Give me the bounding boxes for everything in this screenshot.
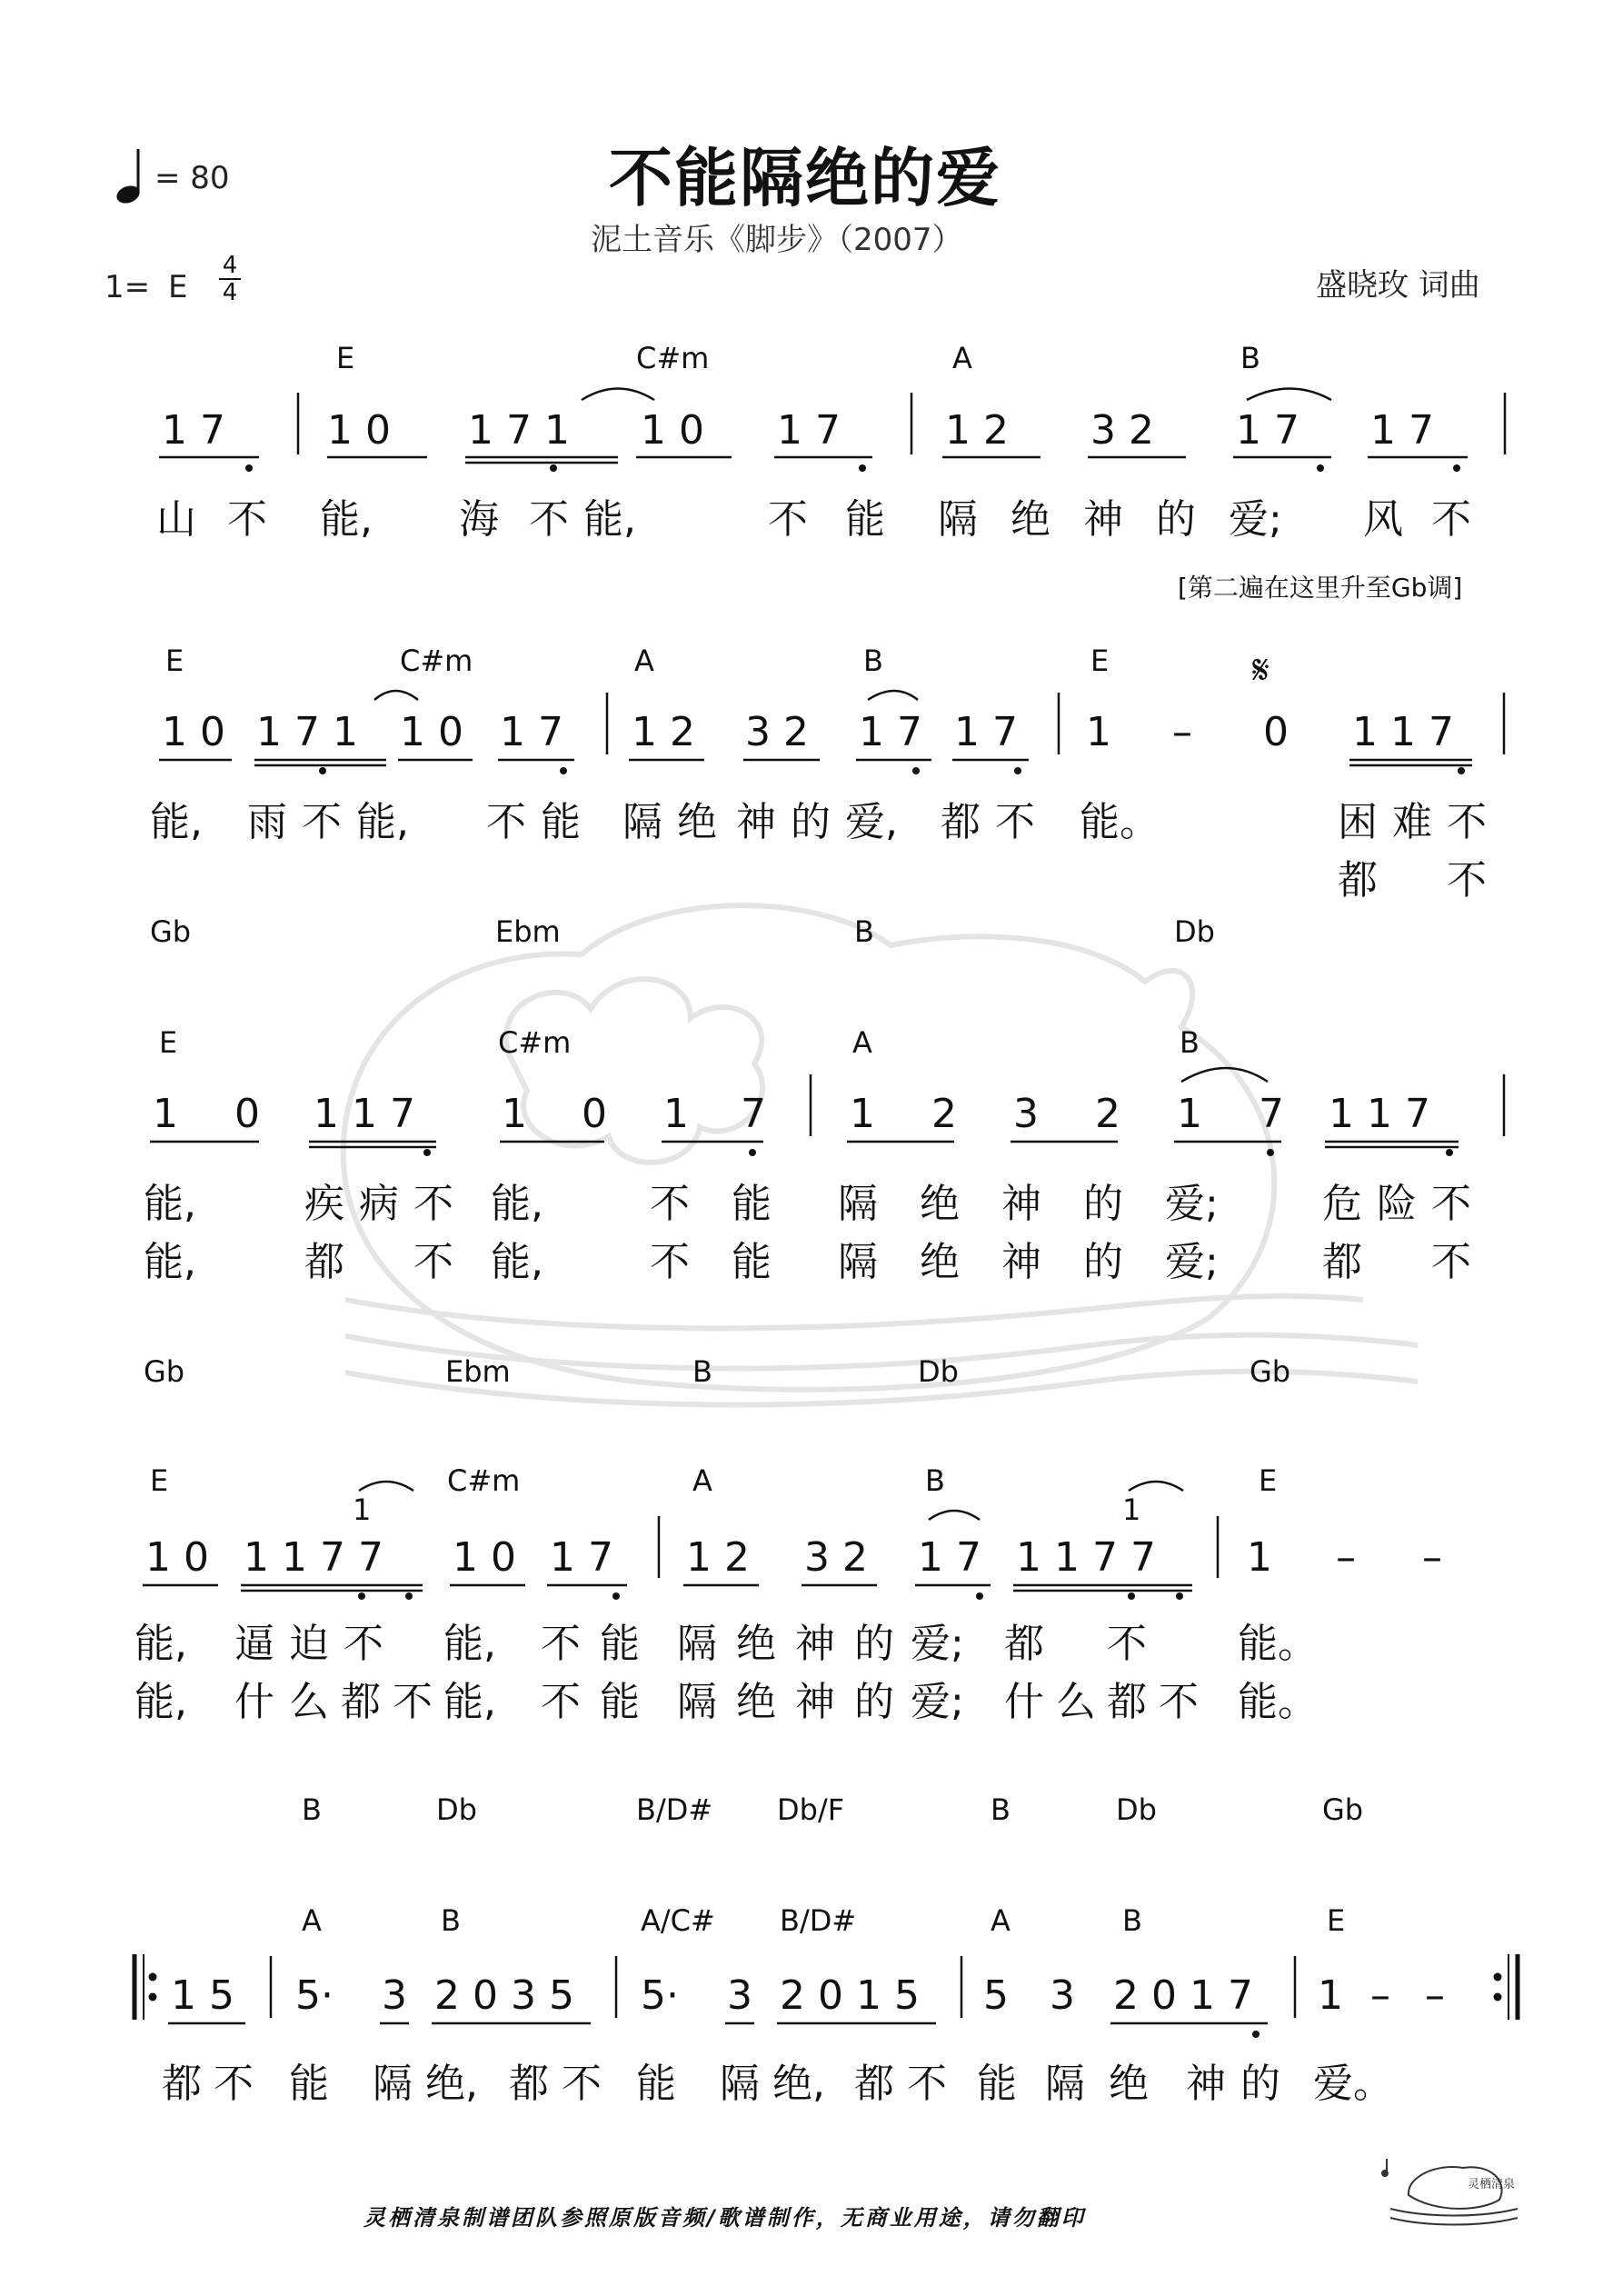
chord: E [336,341,355,375]
lyric: 爱; [1165,1239,1219,1285]
note: 1 [1247,1534,1272,1581]
lyric: 不 [907,2061,947,2107]
lyric: 神 [1186,2061,1226,2107]
lyric: 能 [600,1679,640,1725]
lyric: 爱; [1165,1181,1219,1227]
lyric: 绝 [736,1621,776,1667]
note-group: 1 [1086,709,1111,755]
album-info: 泥土音乐《脚步》（2007） [591,222,963,258]
lyric: 什 [1004,1679,1044,1725]
note-group: 1 2 [945,407,1009,454]
chord: C#m [498,1025,572,1060]
note: – [1422,1534,1442,1581]
note: 1 [1318,1972,1343,2019]
lyric: 都 [854,2061,894,2107]
lyric: 神 [736,799,776,845]
lyric: 绝, [772,2061,825,2107]
lyric: 能。 [1080,799,1160,845]
lyric: 隔 [622,799,662,845]
lyric: 绝 [920,1239,960,1285]
lyric: 神 [1001,1181,1041,1227]
lyric: 爱; [911,1679,964,1725]
lyric: 能。 [1238,1621,1318,1667]
note-group: 1 7 [859,709,922,755]
lyric: 绝, [425,2061,478,2107]
lyric: 能, [134,1621,187,1667]
lyric: 能 [732,1239,772,1285]
lyric: 不 [1107,1621,1147,1667]
lyric: 不 [344,1621,383,1667]
note-group: 1 7 [550,1534,613,1581]
note-group: 1 0 [453,1534,516,1581]
lyric: 都 [1004,1621,1044,1667]
lyric: 能, [320,496,373,543]
chord: C#m [636,341,710,375]
note-group: 1 1 7 [314,1091,415,1137]
chord: E [159,1025,178,1060]
lyric: 不 [541,1679,581,1725]
note-group: 1 1 7 7 [1016,1534,1156,1581]
note-group: 1 5 [171,1972,234,2019]
chord: B [302,1792,322,1827]
note: 1 [663,1091,689,1137]
chord: A [991,1903,1011,1938]
note: 3 [727,1972,752,2019]
lyric: 么 [1056,1679,1096,1725]
chord: A [952,341,972,375]
chord: E [150,1463,169,1498]
lyric: 都 [1338,857,1378,903]
note: – [1425,1972,1445,2019]
chord: B [854,914,874,949]
lyric: 隔 [720,2061,760,2107]
lyric: 神 [795,1679,835,1725]
lyric: 能, [134,1679,187,1725]
note-group: 1 0 [327,407,391,454]
lyric: 都 [162,2061,202,2107]
note-group: 2 0 1 7 [1113,1972,1253,2019]
lyric: 能, [144,1239,196,1285]
upper-note: 1 [1122,1492,1141,1527]
lyric: 的 [1083,1239,1123,1285]
key-change-note: [第二遍在这里升至Gb调] [1178,573,1463,603]
lyric: 不 [995,799,1035,845]
chord: E [1327,1903,1346,1938]
upper-note: 1 [353,1492,372,1527]
chord: B [1240,341,1260,375]
note-group: 3 2 [745,709,809,755]
note: 2 [1095,1091,1120,1137]
note-group: 1 1 7 7 [244,1534,383,1581]
chord: B [925,1463,945,1498]
lyric: 绝 [736,1679,776,1725]
lyric: 隔 [938,496,978,543]
lyric: 不 [650,1239,690,1285]
note: 7 [741,1091,766,1137]
lyric: 的 [1083,1181,1123,1227]
chord: Ebm [445,1354,511,1389]
lyric: 绝 [1011,496,1050,543]
quarter-note-icon [114,145,159,200]
chord: A/C# [641,1903,715,1938]
note: 1 [1177,1091,1202,1137]
note: 0 [582,1091,607,1137]
lyric: 都 [304,1239,344,1285]
lyric: 能 [977,2061,1017,2107]
note-group: 1 2 [686,1534,750,1581]
lyric: 的 [1240,2061,1280,2107]
note-group: 3 2 [804,1534,868,1581]
note: 1 [850,1091,875,1137]
note-group: 1 7 [918,1534,981,1581]
lyric: 迫 [289,1621,329,1667]
note: 1 [502,1091,527,1137]
key-note: E [168,269,188,305]
lyric: 能 [636,2061,676,2107]
lyric: 神 [795,1621,835,1667]
lyric: 难 [1392,799,1432,845]
lyric: 不 [486,799,526,845]
lyric: 都 [941,799,981,845]
chord: B [441,1903,461,1938]
lyric: 绝 [1109,2061,1149,2107]
note-group: 1 7 [500,709,563,755]
chord: A [634,644,654,678]
note: 7 [1259,1091,1284,1137]
note-group: 1 0 [162,709,225,755]
lyric: 病 [359,1181,399,1227]
lyric: 能 [845,496,885,543]
chord: A [692,1463,712,1498]
lyric: 山 [156,496,196,543]
note: 5 [983,1972,1009,2019]
song-title: 不能隔绝的爱 [609,141,1001,215]
chord: E [1090,644,1110,678]
lyric: 能 [732,1181,772,1227]
logo-text: 灵栖清泉 [1468,2178,1516,2191]
chord: C#m [400,644,473,678]
copyright-footer: 灵栖清泉制谱团队参照原版音频/歌谱制作，无商业用途，请勿翻印 [363,2205,1086,2231]
lyric: 不 [302,799,342,845]
lyric: 不 [529,496,569,543]
note-group: 1 0 [400,709,463,755]
tempo-marking: = 80 [154,160,230,196]
chord: B/D# [636,1792,713,1827]
lyric: 不 [413,1181,453,1227]
chord: Gb [1322,1792,1364,1827]
lyric: 能, [150,799,203,845]
chord: Db [918,1354,959,1389]
lyric: 疾 [304,1181,344,1227]
note-group: 0 [1263,709,1289,755]
chord: B [1180,1025,1200,1060]
lyric: 雨 [247,799,287,845]
note-group: 1 7 [777,407,841,454]
note: 0 [234,1091,260,1137]
note: – [1336,1534,1356,1581]
lyric: 的 [854,1679,894,1725]
lyric: 不 [1447,857,1487,903]
chord: Db/F [777,1792,845,1827]
lyric: 不 [1447,799,1487,845]
lyric: 神 [1001,1239,1041,1285]
lyric: 能, [443,1621,496,1667]
note: 2 [931,1091,957,1137]
lyric: 隔 [1045,2061,1085,2107]
lyric: 逼 [234,1621,274,1667]
note-group: 1 2 [632,709,695,755]
chord: B [991,1792,1011,1827]
note-group: 1 7 1 [468,407,570,454]
lyric: 危 [1322,1181,1362,1227]
chord: B [863,644,883,678]
note-group: 2 0 1 5 [780,1972,920,2019]
composer-credit: 盛晓玫 词曲 [1316,267,1480,304]
lyric: 都 [1322,1239,1362,1285]
chord: C#m [447,1463,521,1498]
lyric: 不 [768,496,808,543]
chord: Db [436,1792,477,1827]
lyric: 不 [413,1239,453,1285]
note: 3 [382,1972,407,2019]
lyric: 不 [393,1679,433,1725]
note-group: 1 7 [1236,407,1299,454]
lyric: 不 [1159,1679,1199,1725]
chord: Db [1174,914,1215,949]
lyric: 能, [583,496,636,543]
lyric: 能, [356,799,409,845]
lyric: 不 [541,1621,581,1667]
lyric: 绝 [920,1181,960,1227]
note: 3 [1013,1091,1039,1137]
lyric: 能, [491,1239,543,1285]
time-signature: 4 4 [216,255,244,304]
lyric: 隔 [373,2061,413,2107]
chord: Gb [144,1354,185,1389]
lyric: 都 [509,2061,549,2107]
note-group: 1 7 1 [256,709,358,755]
lyric: 爱; [1229,496,1282,543]
note-group: 1 1 7 [1352,709,1454,755]
lyric: 不 [650,1181,690,1227]
note: 3 [1050,1972,1075,2019]
chord: B/D# [780,1903,857,1938]
note-group: 3 2 [1090,407,1154,454]
key-label: 1= [105,269,151,305]
chord: E [1259,1463,1278,1498]
note: 1 [153,1091,178,1137]
lyric: 海 [459,496,499,543]
lyric: 隔 [677,1679,717,1725]
note: 5· [641,1972,679,2019]
note-group: 1 7 [954,709,1018,755]
note: 5· [295,1972,334,2019]
lyric: 隔 [838,1181,878,1227]
chord: B [692,1354,712,1389]
lyric: 能 [600,1621,640,1667]
chord: E [165,644,184,678]
lyric: 不 [1431,496,1471,543]
lyric: 困 [1338,799,1378,845]
note-group: 1 7 [162,407,225,454]
lyric: 么 [289,1679,329,1725]
segno-sign: 𝄋 [1252,647,1270,694]
lyric: 不 [1431,1239,1471,1285]
lyric: 能, [443,1679,496,1725]
lyric: 的 [1156,496,1196,543]
lyric: 不 [1431,1181,1471,1227]
lyric: 的 [854,1621,894,1667]
sheep-logo [1381,2141,1527,2231]
lyric: 不 [562,2061,602,2107]
lyric: 的 [791,799,831,845]
lyric: 风 [1363,496,1403,543]
lyric: 不 [214,2061,254,2107]
chord: Db [1116,1792,1157,1827]
lyric: 神 [1083,496,1123,543]
chord: A [302,1903,322,1938]
lyric: 都 [1107,1679,1147,1725]
chord: Gb [1250,1354,1291,1389]
note-group: 1 7 [1370,407,1434,454]
lyric: 隔 [677,1621,717,1667]
lyric: 都 [341,1679,381,1725]
lyric: 能。 [1238,1679,1318,1725]
lyric: 险 [1377,1181,1417,1227]
lyric: 能 [541,799,581,845]
note-group: – [1172,709,1192,755]
note-group: 1 1 7 [1329,1091,1430,1137]
lyric: 能, [491,1181,543,1227]
note-group: 2 0 3 5 [434,1972,574,2019]
chord: A [852,1025,872,1060]
lyric: 隔 [838,1239,878,1285]
note-group: 1 0 [641,407,704,454]
lyric: 不 [227,496,267,543]
lyric: 能, [144,1181,196,1227]
chord: B [1122,1903,1142,1938]
lyric: 爱; [911,1621,964,1667]
lyric: 爱, [845,799,898,845]
note-group: 1 0 [145,1534,209,1581]
chord: Gb [150,914,192,949]
note: – [1370,1972,1390,2019]
lyric: 爱。 [1313,2061,1393,2107]
chord: Ebm [495,914,561,949]
lyric: 能 [289,2061,329,2107]
lyric: 绝 [677,799,717,845]
lyric: 什 [234,1679,274,1725]
